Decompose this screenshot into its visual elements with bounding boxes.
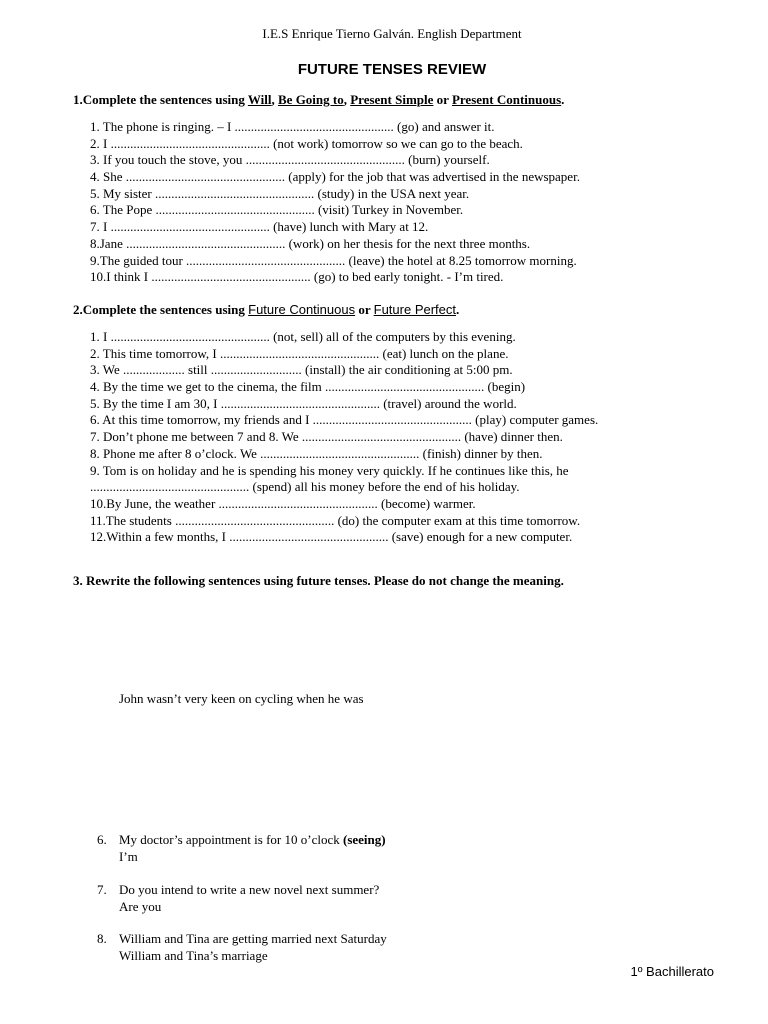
original-sentence: William and Tina are getting married next Saturday	[119, 931, 387, 946]
separator: .	[561, 92, 565, 107]
separator: .	[456, 302, 460, 317]
separator: ,	[343, 92, 351, 107]
exercise-2-item-9-continued: ................................................. (spend) all his money before the end of his holiday.	[90, 479, 520, 495]
tense-future-continuous: Future Continuous	[248, 302, 356, 317]
exercise-1-item-1: 1. The phone is ringing. – I ................................................. (go) and answer it.	[90, 119, 495, 134]
original-sentence: Do you intend to write a new novel next summer?	[119, 882, 380, 897]
separator: ,	[271, 92, 278, 107]
exercise-2-item-10: 10.By June, the weather ................................................. (become) warmer.	[90, 495, 476, 511]
exercise-1-item-9: 9.The guided tour ................................................. (leave) the hotel at 8.25 tomorrow morning.	[90, 252, 577, 268]
answer-start: I’m	[119, 849, 138, 864]
exercise-1-item-4: 4. She ................................................. (apply) for the job that was advertised in the newspaper.	[90, 169, 580, 185]
exercise-1-prefix: 1.Complete the sentences using	[73, 92, 248, 107]
exercise-2-item-1: 1. I ................................................. (not, sell) all of the computers by this evening.	[90, 329, 516, 344]
item-number: 6.	[97, 832, 107, 847]
tense-be-going-to: Be Going to	[278, 92, 344, 107]
answer-start: Are you	[119, 899, 162, 914]
tense-present-continuous: Present Continuous	[451, 92, 562, 107]
item-number: 7.	[97, 882, 107, 897]
tense-future-perfect: Future Perfect	[373, 302, 457, 317]
exercise-3-heading: 3. Rewrite the following sentences using future tenses. Please do not change the meaning.	[73, 573, 564, 588]
exercise-2-item-2: 2. This time tomorrow, I ................................................. (eat) lunch on the plane.	[90, 345, 509, 361]
exercise-2-heading	[73, 302, 459, 318]
worksheet-title: FUTURE TENSES REVIEW	[297, 61, 487, 78]
exercise-1-item-3: 3. If you touch the stove, you ................................................. (burn) yourself.	[90, 152, 490, 168]
exercise-2-prefix: 2.Complete the sentences using	[73, 302, 249, 317]
answer-start: William and Tina’s marriage	[119, 948, 268, 963]
exercise-2-item-11: 11.The students ................................................. (do) the computer exam at this time tomorrow.	[90, 512, 581, 528]
exercise-2-item-4: 4. By the time we get to the cinema, the film ................................................. (begin)	[90, 379, 526, 395]
exercise-2-item-7: 7. Don’t phone me between 7 and 8. We ................................................. (have) dinner then.	[90, 429, 563, 445]
exercise-2-item-12: 12.Within a few months, I ................................................. (save) enough for a new computer.	[90, 529, 573, 545]
exercise-2-item-6: 6. At this time tomorrow, my friends and I ................................................. (play) computer games.	[90, 412, 599, 428]
item-number: 8.	[97, 931, 107, 946]
exercise-3-fragment: John wasn’t very keen on cycling when he was	[119, 691, 364, 706]
exercise-2-item-9: 9. Tom is on holiday and he is spending his money very quickly. If he continues like this, he	[90, 462, 569, 478]
exercise-1-item-8: 8.Jane ................................................. (work) on her thesis for the next three months.	[90, 235, 531, 251]
original-sentence	[119, 832, 386, 849]
exercise-1-item-2: 2. I ................................................. (not work) tomorrow so we can go to the beach.	[90, 135, 523, 151]
exercise-1-heading	[73, 92, 564, 108]
exercise-2-item-5: 5. By the time I am 30, I ................................................. (travel) around the world.	[90, 395, 517, 411]
document-header: I.E.S Enrique Tierno Galván. English Department	[262, 26, 522, 41]
sentence-text: My doctor’s appointment is for 10 o’clock	[119, 832, 343, 847]
exercise-1-item-5: 5. My sister ................................................. (study) in the USA next year.	[90, 185, 470, 201]
exercise-2-item-8: 8. Phone me after 8 o’clock. We ................................................. (finish) dinner by then.	[90, 445, 543, 461]
exercise-1-item-7: 7. I ................................................. (have) lunch with Mary at 12.	[90, 219, 429, 235]
separator: or	[433, 92, 452, 107]
exercise-1-list	[90, 119, 580, 286]
exercise-2-list	[90, 329, 598, 546]
separator: or	[355, 302, 374, 317]
course-footer: 1º Bachillerato	[630, 964, 714, 979]
tense-will: Will	[247, 92, 272, 107]
exercise-2-item-3: 3. We ................... still ............................ (install) the air conditioning at 5:00 pm.	[90, 362, 513, 378]
cue-word: (seeing)	[342, 832, 386, 847]
exercise-1-item-10: 10.I think I ................................................. (go) to bed early tonight. - I’m tired.	[90, 269, 504, 285]
tense-present-simple: Present Simple	[350, 92, 434, 107]
exercise-1-item-6: 6. The Pope ................................................. (visit) Turkey in November.	[90, 202, 464, 218]
